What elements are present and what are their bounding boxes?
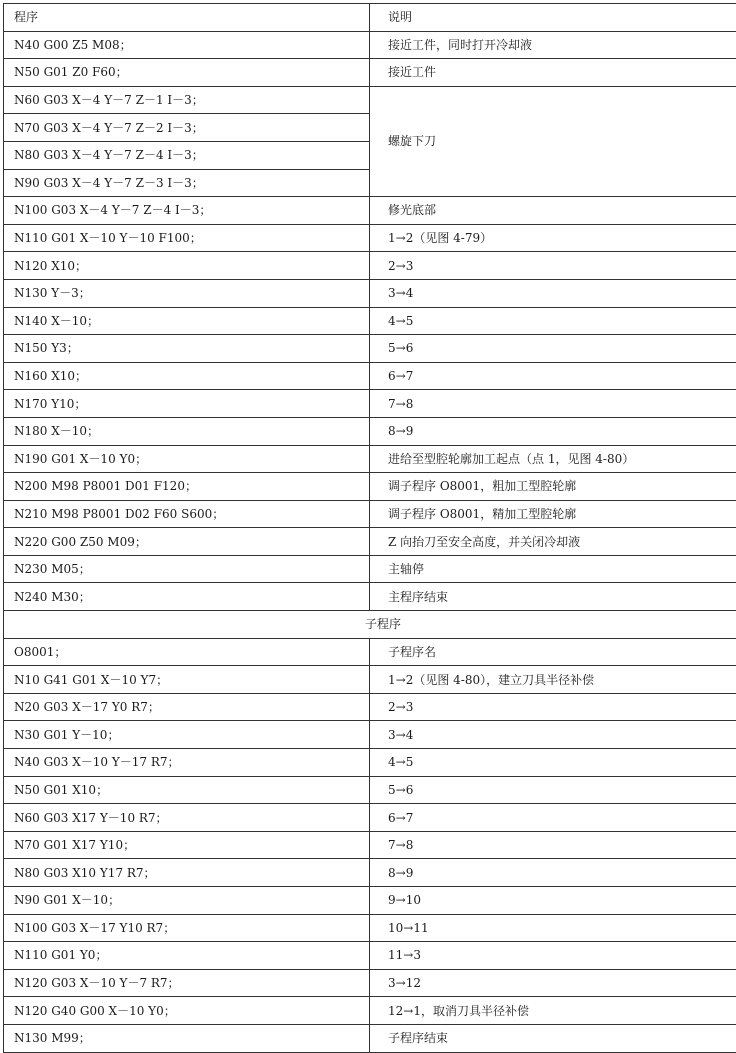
subprogram-title-row — [4, 611, 736, 639]
table-row — [4, 693, 736, 721]
desc-cell: 2→3 — [370, 693, 736, 721]
code-cell: N120 G03 X－10 Y－7 R7； — [4, 969, 370, 997]
code-cell: N150 Y3； — [4, 335, 370, 363]
desc-cell: 4→5 — [370, 307, 736, 335]
code-cell: N130 M99； — [4, 1024, 370, 1052]
code-cell: N90 G03 X－4 Y－7 Z－3 I－3； — [4, 169, 370, 197]
table-row — [4, 555, 736, 583]
code-cell: N60 G03 X17 Y－10 R7； — [4, 804, 370, 832]
desc-cell: 1→2（见图 4-79） — [370, 224, 736, 252]
table-row — [4, 942, 736, 970]
code-cell: N180 X－10； — [4, 417, 370, 445]
code-cell: N210 M98 P8001 D02 F60 S600； — [4, 500, 370, 528]
header-description: 说明 — [370, 4, 736, 32]
table-row — [4, 417, 736, 445]
code-cell: N110 G01 X－10 Y－10 F100； — [4, 224, 370, 252]
code-cell: N170 Y10； — [4, 390, 370, 418]
table-row — [4, 31, 736, 59]
code-cell: N120 G40 G00 X－10 Y0； — [4, 997, 370, 1025]
header-program: 程序 — [4, 4, 370, 32]
table-row — [4, 721, 736, 749]
table-row — [4, 859, 736, 887]
program-table-body — [4, 4, 736, 1053]
desc-cell: 调子程序 O8001，精加工型腔轮廓 — [370, 500, 736, 528]
table-row — [4, 638, 736, 666]
table-row — [4, 86, 736, 114]
table-row — [4, 528, 736, 556]
table-row — [4, 279, 736, 307]
subprogram-title: 子程序 — [4, 611, 736, 639]
table-row — [4, 804, 736, 832]
program-table — [3, 3, 736, 1053]
code-cell: N160 X10； — [4, 362, 370, 390]
table-row — [4, 307, 736, 335]
table-row — [4, 390, 736, 418]
desc-cell: 2→3 — [370, 252, 736, 280]
code-cell: N90 G01 X－10； — [4, 887, 370, 915]
desc-cell: 12→1，取消刀具半径补偿 — [370, 997, 736, 1025]
desc-cell: 3→12 — [370, 969, 736, 997]
desc-cell: 调子程序 O8001，粗加工型腔轮廓 — [370, 473, 736, 501]
code-cell: N120 X10； — [4, 252, 370, 280]
desc-cell: 主轴停 — [370, 555, 736, 583]
desc-cell: 修光底部 — [370, 197, 736, 225]
desc-cell: 子程序结束 — [370, 1024, 736, 1052]
code-cell: N40 G03 X－10 Y－17 R7； — [4, 749, 370, 777]
desc-cell: 进给至型腔轮廓加工起点（点 1，见图 4-80） — [370, 445, 736, 473]
table-row — [4, 224, 736, 252]
table-row — [4, 197, 736, 225]
code-cell: N80 G03 X－4 Y－7 Z－4 I－3； — [4, 141, 370, 169]
desc-cell: 5→6 — [370, 776, 736, 804]
code-cell: N70 G03 X－4 Y－7 Z－2 I－3； — [4, 114, 370, 142]
table-row — [4, 1024, 736, 1052]
header-row — [4, 4, 736, 32]
desc-cell: 主程序结束 — [370, 583, 736, 611]
desc-cell: 8→9 — [370, 417, 736, 445]
code-cell: N50 G01 Z0 F60； — [4, 59, 370, 87]
table-row — [4, 749, 736, 777]
desc-cell: 10→11 — [370, 914, 736, 942]
desc-cell: 8→9 — [370, 859, 736, 887]
desc-cell: 子程序名 — [370, 638, 736, 666]
desc-cell: 6→7 — [370, 804, 736, 832]
code-cell: N230 M05； — [4, 555, 370, 583]
desc-cell: 3→4 — [370, 721, 736, 749]
desc-cell: 5→6 — [370, 335, 736, 363]
table-row — [4, 583, 736, 611]
table-row — [4, 59, 736, 87]
code-cell: N70 G01 X17 Y10； — [4, 831, 370, 859]
desc-cell: 11→3 — [370, 942, 736, 970]
table-row — [4, 914, 736, 942]
code-cell: N100 G03 X－4 Y－7 Z－4 I－3； — [4, 197, 370, 225]
code-cell: N220 G00 Z50 M09； — [4, 528, 370, 556]
code-cell: N30 G01 Y－10； — [4, 721, 370, 749]
table-row — [4, 666, 736, 694]
code-cell: N80 G03 X10 Y17 R7； — [4, 859, 370, 887]
table-row — [4, 445, 736, 473]
desc-cell-merged: 螺旋下刀 — [370, 86, 736, 196]
code-cell: N20 G03 X－17 Y0 R7； — [4, 693, 370, 721]
desc-cell: Z 向抬刀至安全高度，并关闭冷却液 — [370, 528, 736, 556]
code-cell: N190 G01 X－10 Y0； — [4, 445, 370, 473]
table-row — [4, 969, 736, 997]
code-cell: N110 G01 Y0； — [4, 942, 370, 970]
program-table-container — [3, 3, 732, 1053]
table-row — [4, 776, 736, 804]
table-row — [4, 831, 736, 859]
table-row — [4, 335, 736, 363]
code-cell: N40 G00 Z5 M08； — [4, 31, 370, 59]
table-row — [4, 252, 736, 280]
code-cell: N60 G03 X－4 Y－7 Z－1 I－3； — [4, 86, 370, 114]
desc-cell: 接近工件，同时打开冷却液 — [370, 31, 736, 59]
desc-cell: 7→8 — [370, 831, 736, 859]
table-row — [4, 887, 736, 915]
code-cell: O8001； — [4, 638, 370, 666]
code-cell: N100 G03 X－17 Y10 R7； — [4, 914, 370, 942]
table-row — [4, 473, 736, 501]
code-cell: N50 G01 X10； — [4, 776, 370, 804]
table-row — [4, 362, 736, 390]
desc-cell: 7→8 — [370, 390, 736, 418]
desc-cell: 3→4 — [370, 279, 736, 307]
code-cell: N240 M30； — [4, 583, 370, 611]
code-cell: N140 X－10； — [4, 307, 370, 335]
table-row — [4, 997, 736, 1025]
code-cell: N200 M98 P8001 D01 F120； — [4, 473, 370, 501]
desc-cell: 1→2（见图 4-80），建立刀具半径补偿 — [370, 666, 736, 694]
desc-cell: 9→10 — [370, 887, 736, 915]
code-cell: N10 G41 G01 X－10 Y7； — [4, 666, 370, 694]
desc-cell: 6→7 — [370, 362, 736, 390]
code-cell: N130 Y－3； — [4, 279, 370, 307]
desc-cell: 4→5 — [370, 749, 736, 777]
table-row — [4, 500, 736, 528]
desc-cell: 接近工件 — [370, 59, 736, 87]
